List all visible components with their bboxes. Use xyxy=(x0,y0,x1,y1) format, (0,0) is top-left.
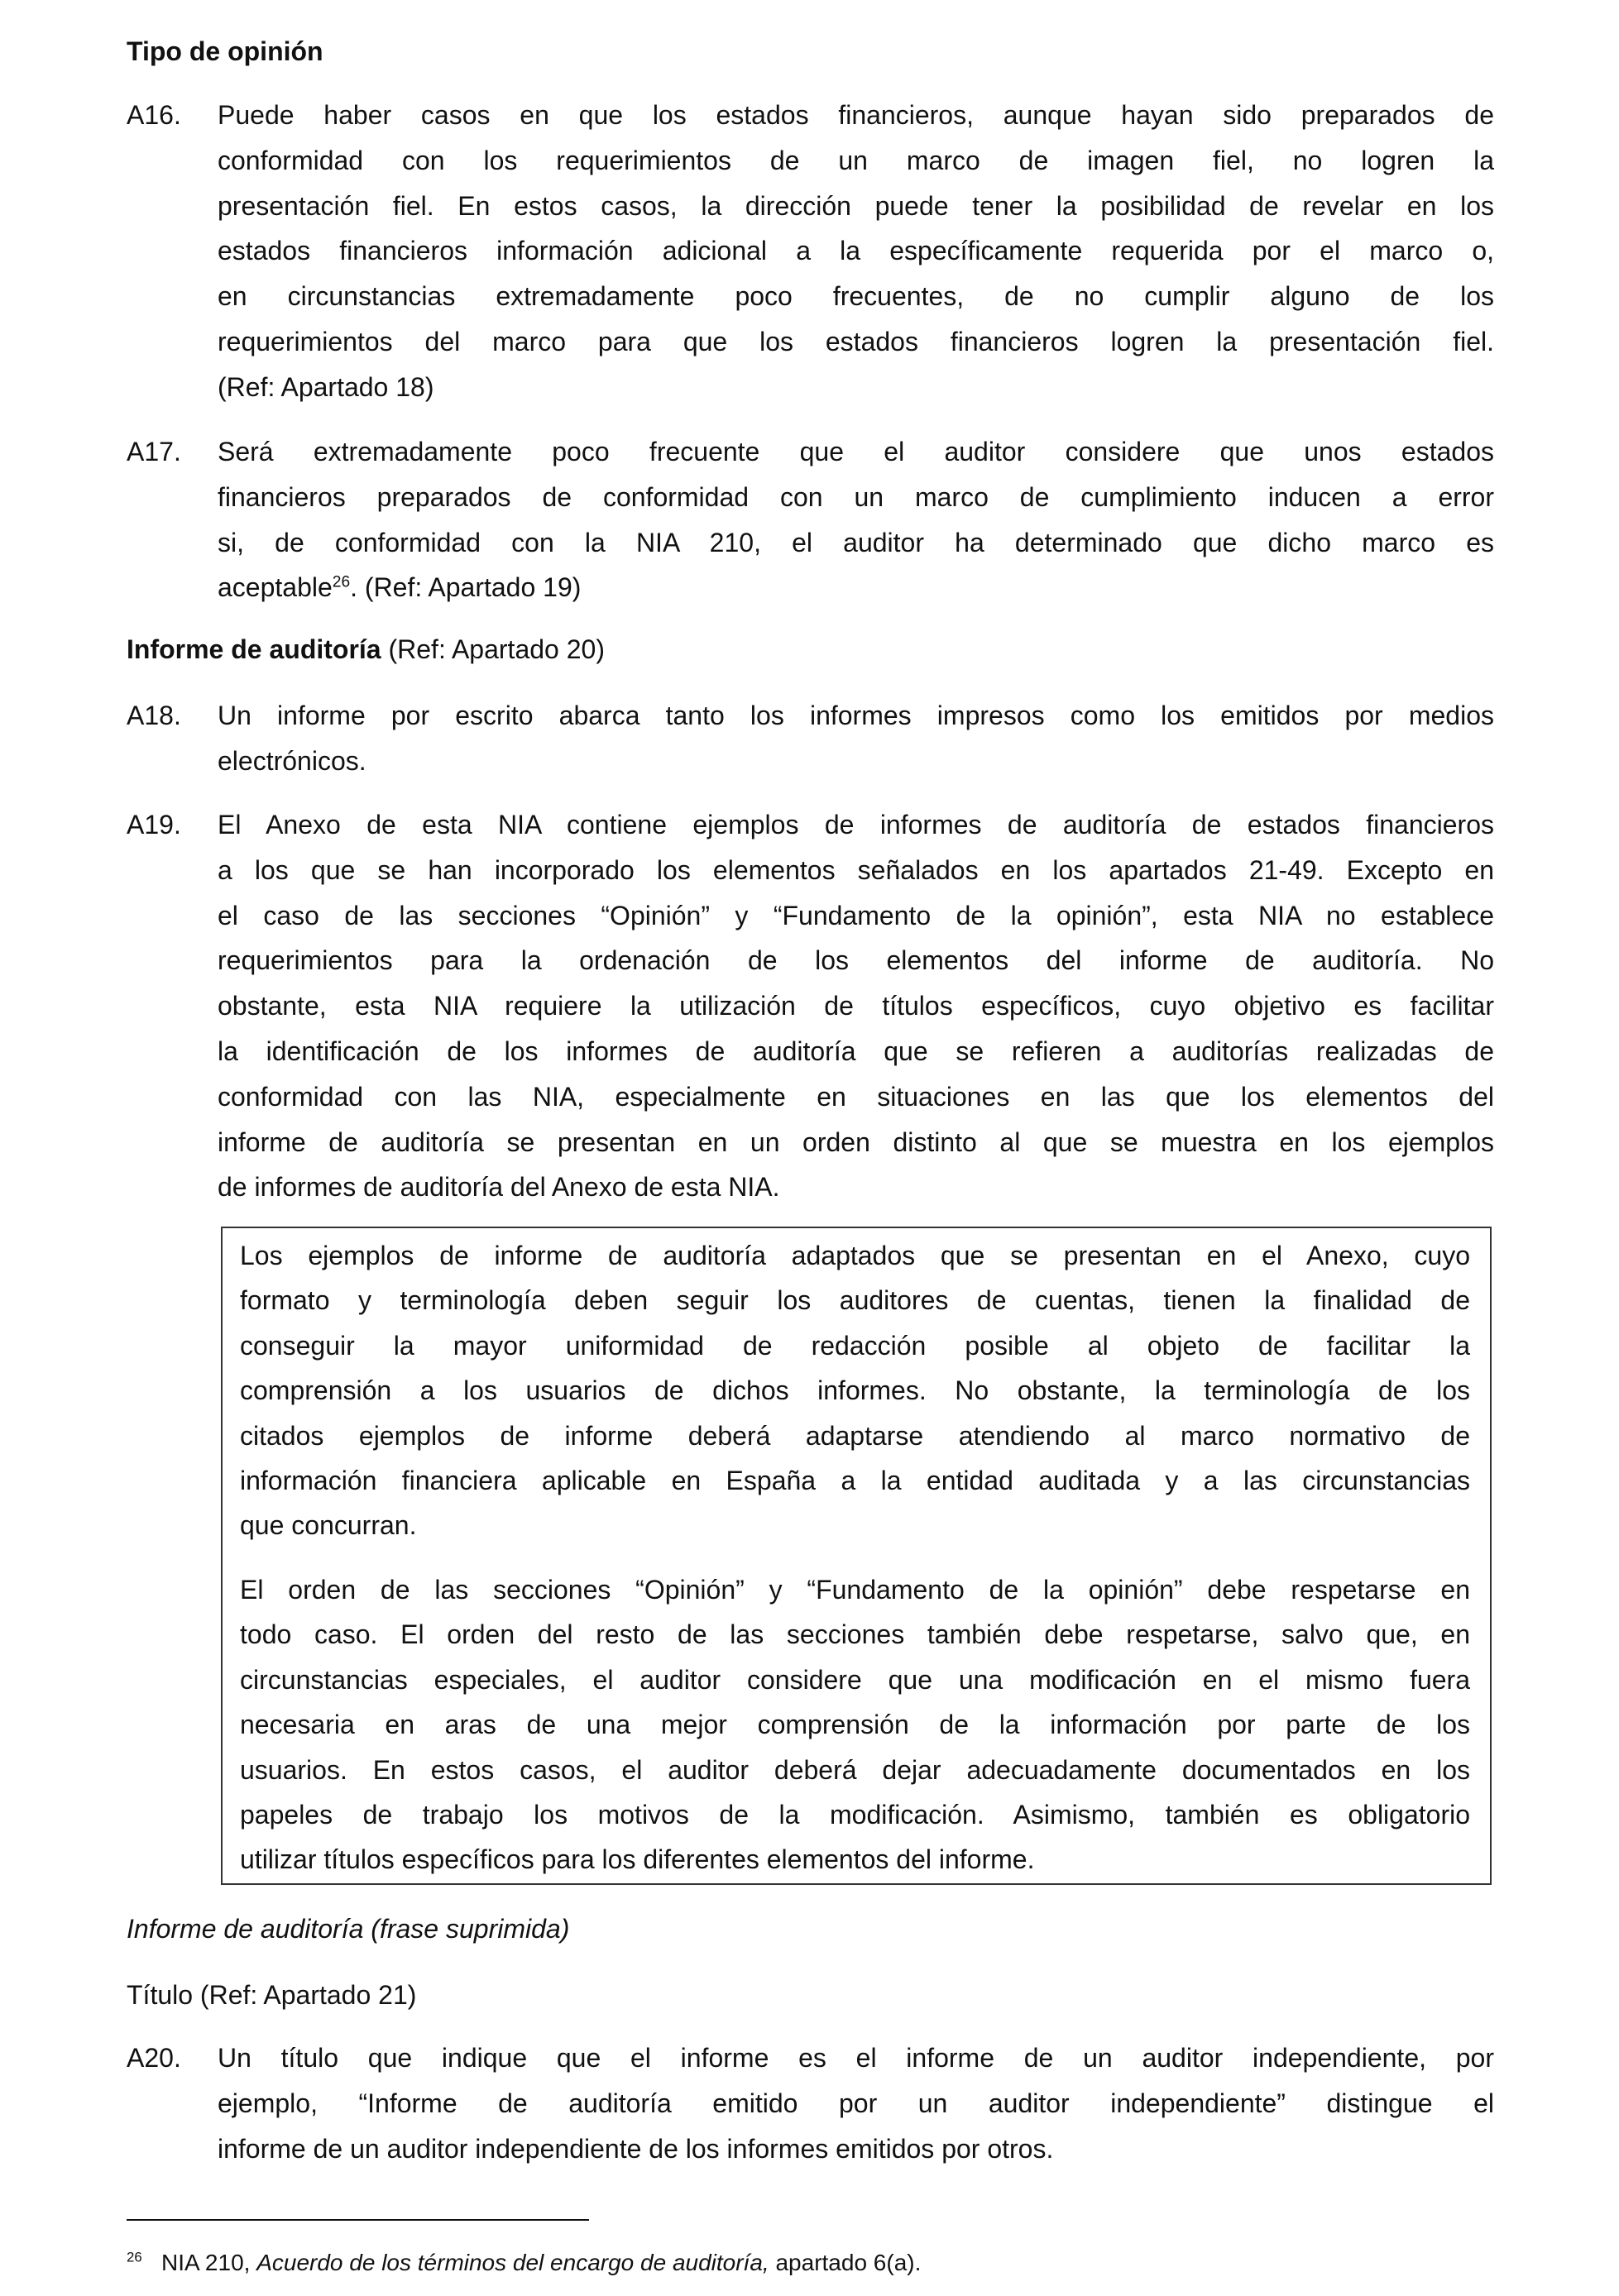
text-line: conseguir la mayor uniformidad de redacción posible al objeto de facilitar la xyxy=(240,1330,1470,1361)
text-line: obstante, esta NIA requiere la utilización de títulos específicos, cuyo objetivo es facilitar xyxy=(218,991,1494,1021)
text-line: conformidad con las NIA, especialmente en situaciones en las que los elementos del xyxy=(218,1081,1494,1112)
text-line: (Ref: Apartado 18) xyxy=(218,371,434,402)
paragraph-text xyxy=(218,802,1494,1210)
section-heading-tipo-de-opinion: Tipo de opinión xyxy=(127,36,323,66)
text-line: ejemplo, “Informe de auditoría emitido por un auditor independiente” distingue el xyxy=(218,2088,1494,2118)
text-line: El orden de las secciones “Opinión” y “Fundamento de la opinión” debe respetarse en xyxy=(240,1575,1470,1605)
text-line: información financiera aplicable en España a la entidad auditada y a las circunstancias xyxy=(240,1465,1470,1495)
paragraph-text xyxy=(218,93,1494,410)
text: . (Ref: Apartado 19) xyxy=(350,572,582,603)
paragraph-text xyxy=(218,429,1494,610)
text-line: todo caso. El orden del resto de las secciones también debe respetarse, salvo que, en xyxy=(240,1619,1470,1650)
footnote-number: 26 xyxy=(127,2249,142,2265)
footnote-title: Acuerdo de los términos del encargo de auditoría, xyxy=(256,2250,769,2275)
text-line: circunstancias especiales, el auditor considere que una modificación en el mismo fuera xyxy=(240,1664,1470,1695)
paragraph-number: A16. xyxy=(127,100,181,130)
text-line: a los que se han incorporado los elementos señalados en los apartados 21-49. Excepto en xyxy=(218,854,1494,885)
text-line: Un título que indique que el informe es el informe de un auditor independiente, por xyxy=(218,2043,1494,2073)
section-heading-informe-de-auditoria xyxy=(127,627,605,672)
heading-ref: (Ref: Apartado 20) xyxy=(381,634,605,664)
paragraph-number: A20. xyxy=(127,2043,181,2073)
paragraph-number: A17. xyxy=(127,437,181,466)
text-line: papeles de trabajo los motivos de la modificación. Asimismo, también es obligatorio xyxy=(240,1799,1470,1830)
text-line: Puede haber casos en que los estados financieros, aunque hayan sido preparados de xyxy=(218,100,1494,130)
boxed-note-paragraph-1 xyxy=(240,1233,1470,1548)
footnote-reference[interactable]: 26 xyxy=(332,573,351,591)
text-line: comprensión a los usuarios de dichos informes. No obstante, la terminología de los xyxy=(240,1375,1470,1406)
text-line: en circunstancias extremadamente poco frecuentes, de no cumplir alguno de los xyxy=(218,281,1494,312)
text-line: conformidad con los requerimientos de un marco de imagen fiel, no logren la xyxy=(218,145,1494,175)
text-line: la identificación de los informes de auditoría que se refieren a auditorías realizadas de xyxy=(218,1036,1494,1066)
text-line: Un informe por escrito abarca tanto los informes impresos como los emitidos por medios xyxy=(218,701,1494,730)
text-line: informe de auditoría se presentan en un orden distinto al que se muestra en los ejemplos xyxy=(218,1126,1494,1157)
text-line: requerimientos para la ordenación de los elementos del informe de auditoría. No xyxy=(218,945,1494,976)
text-line: presentación fiel. En estos casos, la dirección puede tener la posibilidad de revelar en los xyxy=(218,190,1494,221)
text: aceptable xyxy=(218,572,333,603)
footnote-separator xyxy=(127,2219,589,2221)
text-line: que concurran. xyxy=(240,1510,417,1541)
text-line: si, de conformidad con la NIA 210, el auditor ha determinado que dicho marco es xyxy=(218,527,1494,557)
heading-bold: Informe de auditoría xyxy=(127,634,381,664)
text-line: usuarios. En estos casos, el auditor deberá dejar adecuadamente documentados en los xyxy=(240,1754,1470,1785)
subheading-frase-suprimida: Informe de auditoría (frase suprimida) xyxy=(127,1914,570,1944)
text-line: utilizar títulos específicos para los diferentes elementos del informe. xyxy=(240,1844,1035,1875)
paragraph-text xyxy=(218,693,1494,784)
footnote-text: NIA 210, xyxy=(161,2250,257,2275)
paragraph-lines xyxy=(218,429,1494,565)
text-line: informe de un auditor independiente de los informes emitidos por otros. xyxy=(218,2133,1054,2164)
text-line: El Anexo de esta NIA contiene ejemplos de informes de auditoría de estados financieros xyxy=(218,810,1494,839)
footnote xyxy=(127,2246,921,2279)
boxed-note-paragraph-2 xyxy=(240,1567,1470,1882)
text-line: Será extremadamente poco frecuente que el auditor considere que unos estados xyxy=(218,437,1494,466)
text-line: estados financieros información adicional a la específicamente requerida por el marco o, xyxy=(218,236,1494,266)
text-line: de informes de auditoría del Anexo de esta NIA. xyxy=(218,1172,780,1203)
text-line: el caso de las secciones “Opinión” y “Fundamento de la opinión”, esta NIA no establece xyxy=(218,900,1494,930)
paragraph-number: A18. xyxy=(127,701,181,730)
footnote-text: apartado 6(a). xyxy=(769,2250,922,2275)
text-line: necesaria en aras de una mejor comprensión de la información por parte de los xyxy=(240,1710,1470,1740)
text-line: citados ejemplos de informe deberá adaptarse atendiendo al marco normativo de xyxy=(240,1420,1470,1451)
text-line: Los ejemplos de informe de auditoría adaptados que se presentan en el Anexo, cuyo xyxy=(240,1241,1470,1270)
paragraph-text xyxy=(218,2035,1494,2171)
text-line: financieros preparados de conformidad con un marco de cumplimiento inducen a error xyxy=(218,481,1494,512)
paragraph-number: A19. xyxy=(127,810,181,839)
text-line: formato y terminología deben seguir los auditores de cuentas, tienen la finalidad de xyxy=(240,1285,1470,1316)
text-line xyxy=(218,565,1494,610)
text-line: requerimientos del marco para que los estados financieros logren la presentación fiel. xyxy=(218,326,1494,356)
text-line: electrónicos. xyxy=(218,745,366,776)
subheading-titulo: Título (Ref: Apartado 21) xyxy=(127,1980,417,2010)
